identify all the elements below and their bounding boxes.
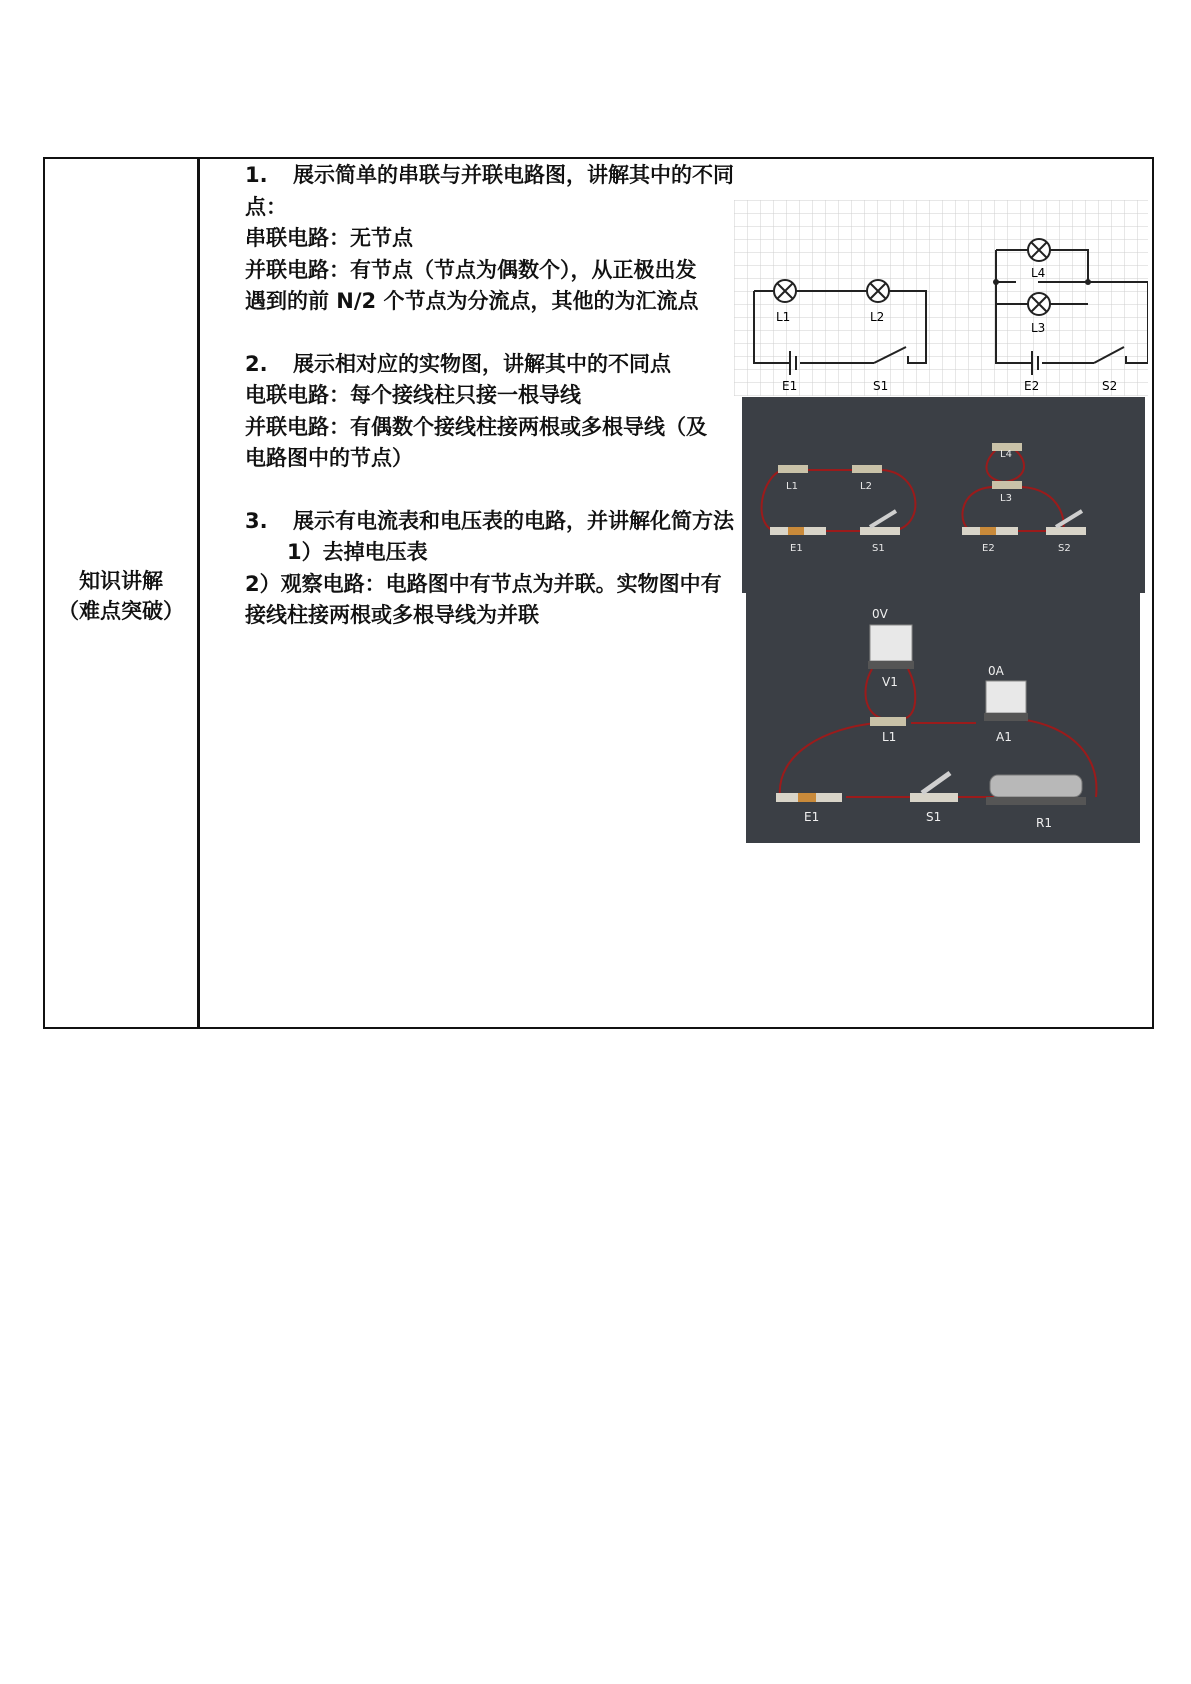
lamp-icon [774, 280, 796, 302]
item-text: 1）去掉电压表 [287, 540, 428, 564]
switch-icon [910, 773, 958, 802]
item-text: 电联电路：每个接线柱只接一根导线 [245, 383, 581, 407]
lamp-holder-icon [778, 443, 1022, 489]
photo-label-l4: L4 [1000, 449, 1012, 460]
voltmeter-reading: 0V [872, 607, 888, 621]
photo2-label-s1: S1 [926, 810, 942, 824]
item-title: 展示有电流表和电压表的电路，并讲解化简方法 [293, 508, 734, 533]
lesson-content [245, 160, 735, 632]
item-text: 并联电路：有偶数个接线柱接两根或多根导线（及电路图中的节点） [245, 414, 707, 470]
photo2-label-v1: V1 [882, 675, 898, 689]
section-label [45, 566, 197, 626]
label-l2: L2 [870, 310, 885, 324]
item-heading [245, 349, 735, 381]
photo2-label-r1: R1 [1036, 816, 1052, 830]
meter-circuit-photo [746, 593, 1140, 843]
label-s1: S1 [873, 379, 889, 393]
item-number: 2. [245, 351, 268, 376]
label-l4: L4 [1031, 266, 1046, 280]
label-e2: E2 [1024, 379, 1040, 393]
photo-label-l3: L3 [1000, 493, 1012, 504]
item-number: 1. [245, 163, 268, 187]
photo-label-s2: S2 [1058, 543, 1071, 554]
photo-label-s1: S1 [872, 543, 885, 554]
label-s2: S2 [1102, 379, 1118, 393]
item-title: 展示相对应的实物图，讲解其中的不同点 [293, 351, 671, 376]
photo-label-e1: E1 [790, 543, 803, 554]
item-heading [245, 160, 735, 223]
ammeter-reading: 0A [988, 664, 1004, 678]
rheostat-icon [986, 775, 1086, 805]
voltmeter-icon [868, 625, 914, 669]
photo-label-l2: L2 [860, 481, 872, 492]
item-heading [245, 506, 735, 538]
photo-label-e2: E2 [982, 543, 995, 554]
photo2-label-e1: E1 [804, 810, 820, 824]
lamp-icon [867, 280, 889, 302]
item-text: 串联电路：无节点 [245, 226, 413, 250]
item-text: 并联电路：有节点（节点为偶数个），从正极出发遇到的前 N/2 个节点为分流点，其他的为汇流点 [245, 257, 699, 313]
schematic-figure [734, 200, 1148, 396]
section-label-line2: （难点突破） [58, 599, 184, 623]
lamp-icon [1028, 239, 1050, 261]
photo2-svg [746, 593, 1140, 843]
column-divider [197, 157, 200, 1029]
label-l3: L3 [1031, 321, 1046, 335]
lamp-icon [1028, 293, 1050, 315]
label-l1: L1 [776, 310, 791, 324]
label-e1: E1 [782, 379, 798, 393]
battery-holder-icon [776, 793, 842, 802]
photo1-svg [742, 397, 1145, 593]
photo2-label-a1: A1 [996, 730, 1012, 744]
photo-label-l1: L1 [786, 481, 798, 492]
lamp-holder-icon [870, 717, 906, 726]
section-label-line1: 知识讲解 [79, 569, 163, 593]
photo2-label-l1: L1 [882, 730, 897, 744]
item-text: 2）观察电路：电路图中有节点为并联。实物图中有接线柱接两根或多根导线为并联 [245, 571, 722, 627]
item-title: 展示简单的串联与并联电路图，讲解其中的不同点： [245, 163, 734, 219]
ammeter-icon [984, 681, 1028, 721]
schematic-svg [734, 200, 1148, 396]
physical-circuit-photo [742, 397, 1145, 593]
item-number: 3. [245, 508, 268, 533]
